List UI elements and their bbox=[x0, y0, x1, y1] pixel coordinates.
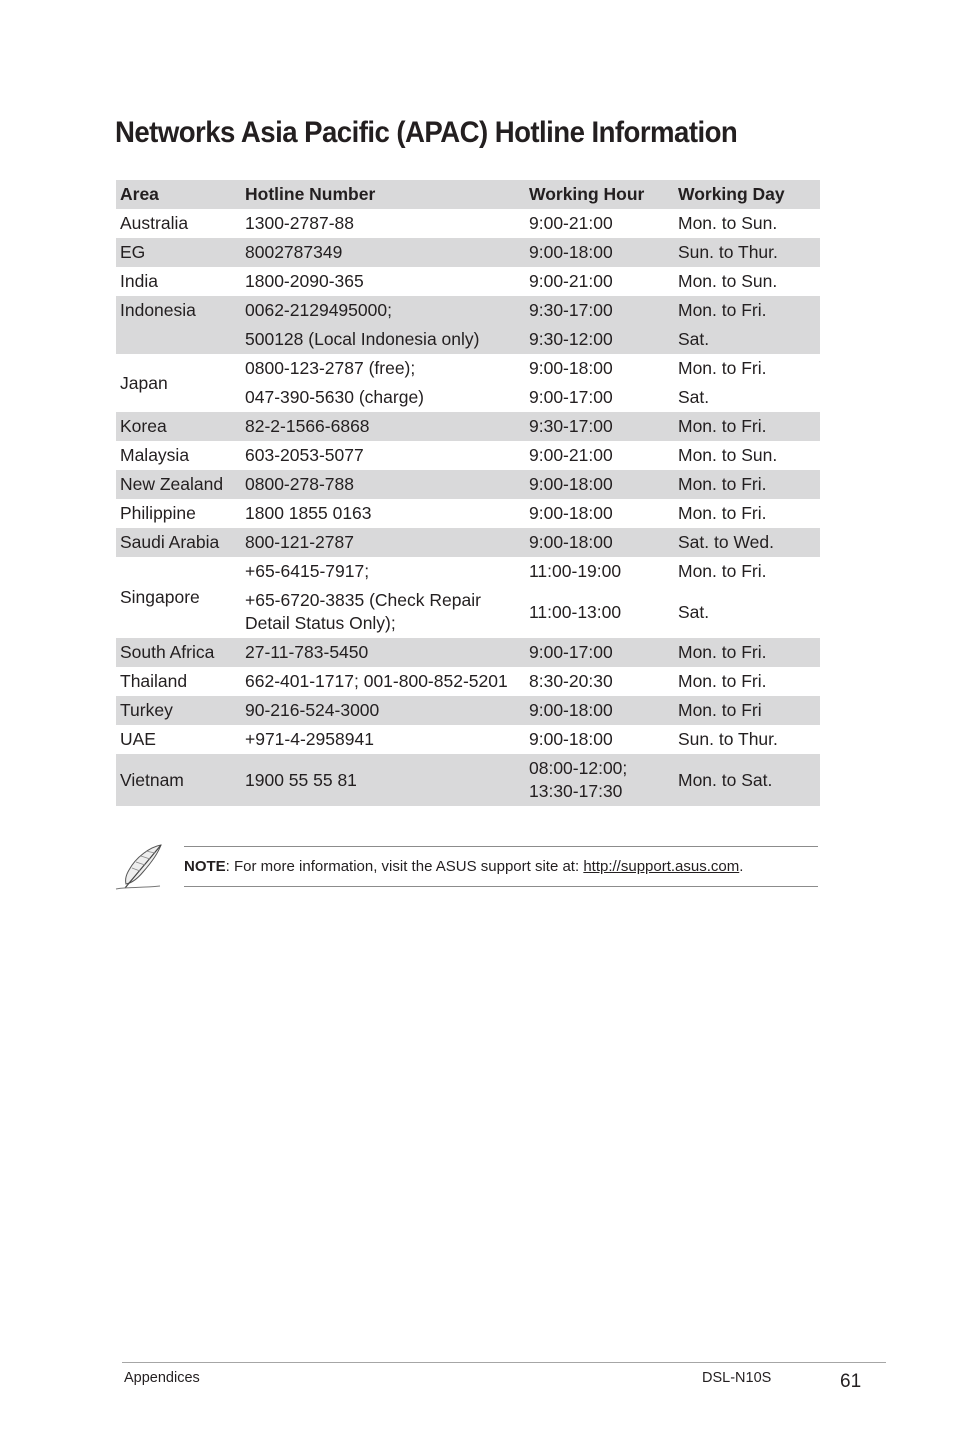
hotline-number-cell: 27-11-783-5450 bbox=[241, 638, 525, 667]
working-day-cell: Mon. to Sat. bbox=[674, 754, 820, 806]
table-row bbox=[116, 528, 820, 557]
hotline-number-cell: 1900 55 55 81 bbox=[241, 754, 525, 806]
header-area: Area bbox=[116, 180, 241, 209]
table-row bbox=[116, 499, 820, 528]
working-day-cell: Sun. to Thur. bbox=[678, 729, 778, 749]
hotline-number-cell: 1800-2090-365 bbox=[245, 271, 364, 291]
working-day-cell: Mon. to Fri. bbox=[674, 470, 820, 499]
hotline-number-cell: 82-2-1566-6868 bbox=[241, 412, 525, 441]
area-cell: South Africa bbox=[116, 638, 241, 667]
working-hour-cell: 9:00-17:00 bbox=[525, 638, 674, 667]
working-day-cell: Mon. to Fri. bbox=[674, 638, 820, 667]
area-cell: UAE bbox=[120, 729, 156, 749]
working-day-cell: Sat. bbox=[678, 601, 710, 622]
hotline-number-cell: 1300-2787-88 bbox=[245, 213, 354, 233]
working-day-cell: Mon. to Sun. bbox=[678, 445, 778, 465]
working-day-cell: Mon. to Fri. bbox=[674, 296, 820, 325]
note-suffix: . bbox=[739, 858, 744, 875]
table-row bbox=[116, 412, 820, 441]
header-hotline-number: Hotline Number bbox=[241, 180, 525, 209]
feather-pen-icon bbox=[114, 842, 166, 892]
hotline-number-cell: 047-390-5630 (charge) bbox=[245, 387, 425, 407]
working-day-cell: Mon. to Sun. bbox=[678, 271, 778, 291]
table-body bbox=[116, 209, 820, 806]
area-cell: Saudi Arabia bbox=[116, 528, 241, 557]
working-day-cell: Mon. to Fri. bbox=[674, 412, 820, 441]
area-cell: Thailand bbox=[120, 671, 188, 691]
table-row bbox=[116, 296, 820, 325]
working-hour-cell: 9:00-18:00 bbox=[529, 729, 613, 749]
working-hour-cell: 9:30-17:00 bbox=[525, 296, 674, 325]
hotline-number-cell: 500128 (Local Indonesia only) bbox=[241, 325, 525, 354]
working-hour-cell: 9:00-18:00 bbox=[529, 358, 613, 378]
table-row bbox=[116, 354, 820, 383]
hotline-number-cell: 800-121-2787 bbox=[241, 528, 525, 557]
table-header-row bbox=[116, 180, 820, 209]
working-day-cell: Sat. to Wed. bbox=[674, 528, 820, 557]
working-day-cell: Sat. bbox=[678, 387, 710, 407]
area-cell: Indonesia bbox=[116, 296, 241, 354]
hotline-number-cell: 90-216-524-3000 bbox=[241, 696, 525, 725]
table-row bbox=[116, 754, 820, 806]
area-cell: EG bbox=[116, 238, 241, 267]
working-day-cell: Sat. bbox=[674, 325, 820, 354]
area-cell: Singapore bbox=[120, 587, 200, 607]
working-hour-cell: 9:00-21:00 bbox=[529, 213, 613, 233]
working-hour-cell: 9:00-18:00 bbox=[529, 503, 613, 523]
hotline-table bbox=[116, 180, 820, 806]
area-cell: Vietnam bbox=[116, 754, 241, 806]
table-row bbox=[116, 638, 820, 667]
hotline-number-cell: +65-6415-7917; bbox=[245, 561, 370, 581]
table-row bbox=[116, 441, 820, 470]
working-day-cell: Mon. to Sun. bbox=[678, 213, 778, 233]
table-row bbox=[116, 725, 820, 754]
note-text: : For more information, visit the ASUS support site at: bbox=[225, 858, 584, 875]
footer-model: DSL-N10S bbox=[702, 1370, 772, 1386]
hotline-number-cell: 0062-2129495000; bbox=[241, 296, 525, 325]
table-row bbox=[116, 209, 820, 238]
working-hour-cell: 9:00-18:00 bbox=[525, 238, 674, 267]
working-day-cell: Mon. to Fri. bbox=[678, 503, 767, 523]
working-hour-cell: 9:00-21:00 bbox=[529, 445, 613, 465]
working-hour-cell: 9:00-21:00 bbox=[529, 271, 613, 291]
area-cell: Turkey bbox=[116, 696, 241, 725]
hotline-number-cell: 8002787349 bbox=[241, 238, 525, 267]
hotline-number-cell: +65-6720-3835 (Check Repair Detail Status Only); bbox=[245, 590, 481, 633]
hotline-number-cell: 0800-278-788 bbox=[241, 470, 525, 499]
hotline-number-cell: 662-401-1717; 001-800-852-5201 bbox=[245, 671, 508, 691]
table-row bbox=[116, 470, 820, 499]
header-working-day: Working Day bbox=[674, 180, 820, 209]
footer-divider bbox=[122, 1362, 886, 1363]
area-cell: Philippine bbox=[120, 503, 196, 523]
working-hour-cell: 11:00-13:00 bbox=[529, 601, 622, 622]
table-row bbox=[116, 267, 820, 296]
header-working-hour: Working Hour bbox=[525, 180, 674, 209]
working-hour-cell: 11:00-19:00 bbox=[529, 561, 622, 581]
table-row bbox=[116, 557, 820, 586]
working-hour-cell: 9:30-12:00 bbox=[525, 325, 674, 354]
working-day-cell: Mon. to Fri bbox=[674, 696, 820, 725]
note-label: NOTE bbox=[184, 858, 226, 875]
working-hour-cell: 08:00-12:00; 13:30-17:30 bbox=[525, 754, 674, 806]
hotline-number-cell: 1800 1855 0163 bbox=[245, 503, 372, 523]
working-day-cell: Mon. to Fri. bbox=[678, 561, 767, 581]
area-cell: Malaysia bbox=[120, 445, 190, 465]
page-title: Networks Asia Pacific (APAC) Hotline Information bbox=[115, 116, 738, 149]
working-day-cell: Mon. to Fri. bbox=[678, 358, 767, 378]
area-cell: Korea bbox=[116, 412, 241, 441]
area-cell: Australia bbox=[120, 213, 189, 233]
area-cell: India bbox=[120, 271, 158, 291]
working-hour-cell: 9:00-18:00 bbox=[525, 696, 674, 725]
support-site-link[interactable]: http://support.asus.com bbox=[583, 858, 740, 875]
working-day-cell: Mon. to Fri. bbox=[678, 671, 767, 691]
area-cell: New Zealand bbox=[116, 470, 241, 499]
hotline-number-cell: 0800-123-2787 (free); bbox=[245, 358, 416, 378]
table-row bbox=[116, 238, 820, 267]
hotline-number-cell: +971-4-2958941 bbox=[245, 729, 374, 749]
footer-section: Appendices bbox=[124, 1370, 200, 1386]
table-row bbox=[116, 667, 820, 696]
working-hour-cell: 8:30-20:30 bbox=[529, 671, 613, 691]
working-hour-cell: 9:00-17:00 bbox=[529, 387, 613, 407]
table-row bbox=[116, 696, 820, 725]
working-hour-cell: 9:00-18:00 bbox=[525, 470, 674, 499]
working-hour-cell: 9:00-18:00 bbox=[525, 528, 674, 557]
page-number: 61 bbox=[840, 1371, 862, 1392]
working-day-cell: Sun. to Thur. bbox=[674, 238, 820, 267]
note-box bbox=[184, 846, 818, 887]
area-cell: Japan bbox=[120, 372, 168, 393]
working-hour-cell: 9:30-17:00 bbox=[525, 412, 674, 441]
hotline-number-cell: 603-2053-5077 bbox=[245, 445, 364, 465]
